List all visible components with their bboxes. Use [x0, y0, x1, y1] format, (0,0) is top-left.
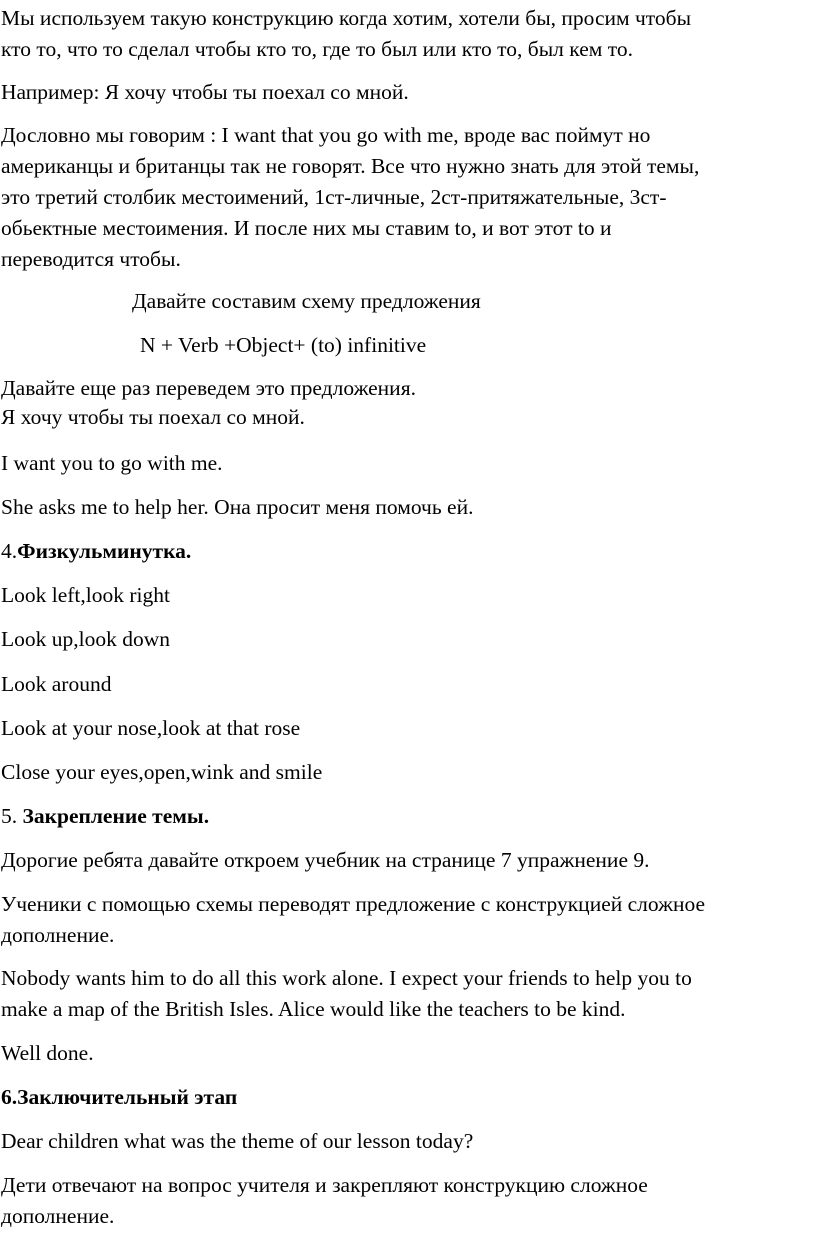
explanation-line-1: Дословно мы говорим : I want that you go with me, вроде вас поймут но	[1, 123, 651, 147]
students-line-2: дополнение.	[1, 923, 115, 947]
explanation-line-3: это третий столбик местоимений, 1ст-личные, 2ст-притяжательные, 3ст-	[1, 185, 667, 209]
section-5-title: Закрепление темы.	[22, 804, 210, 828]
question-text: Dear children what was the theme of our lesson today?	[1, 1129, 474, 1153]
section-6-title: 6.Заключительный этап	[1, 1085, 238, 1109]
translate-line-1: Давайте еще раз переведем это предложения.	[1, 376, 416, 400]
section-4-heading	[1, 537, 191, 566]
explanation-line-4: обьектные местоимения. И после них мы ставим to, и вот этот to и	[1, 216, 612, 240]
translate-line-2: Я хочу чтобы ты поехал со мной.	[1, 405, 305, 429]
scheme-title: Давайте составим схему предложения	[132, 289, 481, 313]
answer-line-1: Дети отвечают на вопрос учителя и закрепляют конструкцию сложное	[1, 1173, 648, 1197]
explanation-line-5: переводится чтобы.	[1, 247, 181, 271]
section-4-title: Физкульминутка.	[17, 539, 192, 563]
scheme-formula: N + Verb +Object+ (to) infinitive	[140, 333, 427, 357]
exercise-line-4: Look at your nose,look at that rose	[1, 716, 301, 740]
well-done-text: Well done.	[1, 1041, 94, 1065]
sentences-line-1: Nobody wants him to do all this work alone. I expect your friends to help you to	[1, 966, 692, 990]
exercise-line-3: Look around	[1, 672, 112, 696]
example-text: Например: Я хочу чтобы ты поехал со мной.	[1, 80, 409, 104]
sentences-line-2: make a map of the British Isles. Alice would like the teachers to be kind.	[1, 997, 626, 1021]
section-5-heading	[1, 802, 209, 831]
section-5-number: 5.	[1, 804, 23, 828]
textbook-instruction: Дорогие ребята давайте откроем учебник на странице 7 упражнение 9.	[1, 848, 650, 872]
students-line-1: Ученики с помощью схемы переводят предложение с конструкцией сложное	[1, 892, 706, 916]
exercise-line-5: Close your eyes,open,wink and smile	[1, 760, 323, 784]
intro-line-1: Мы используем такую конструкцию когда хотим, хотели бы, просим чтобы	[1, 6, 692, 30]
intro-line-2: кто то, что то сделал чтобы кто то, где то был или кто то, был кем то.	[1, 37, 633, 61]
exercise-line-2: Look up,look down	[1, 627, 171, 651]
sentence-english: I want you to go with me.	[1, 451, 223, 475]
answer-line-2: дополнение.	[1, 1204, 115, 1228]
section-6-heading	[1, 1083, 237, 1112]
section-4-number: 4.	[1, 539, 18, 563]
exercise-line-1: Look left,look right	[1, 583, 170, 607]
sentence-pair: She asks me to help her. Она просит меня помочь ей.	[1, 495, 474, 519]
explanation-line-2: американцы и британцы так не говорят. Все что нужно знать для этой темы,	[1, 154, 700, 178]
